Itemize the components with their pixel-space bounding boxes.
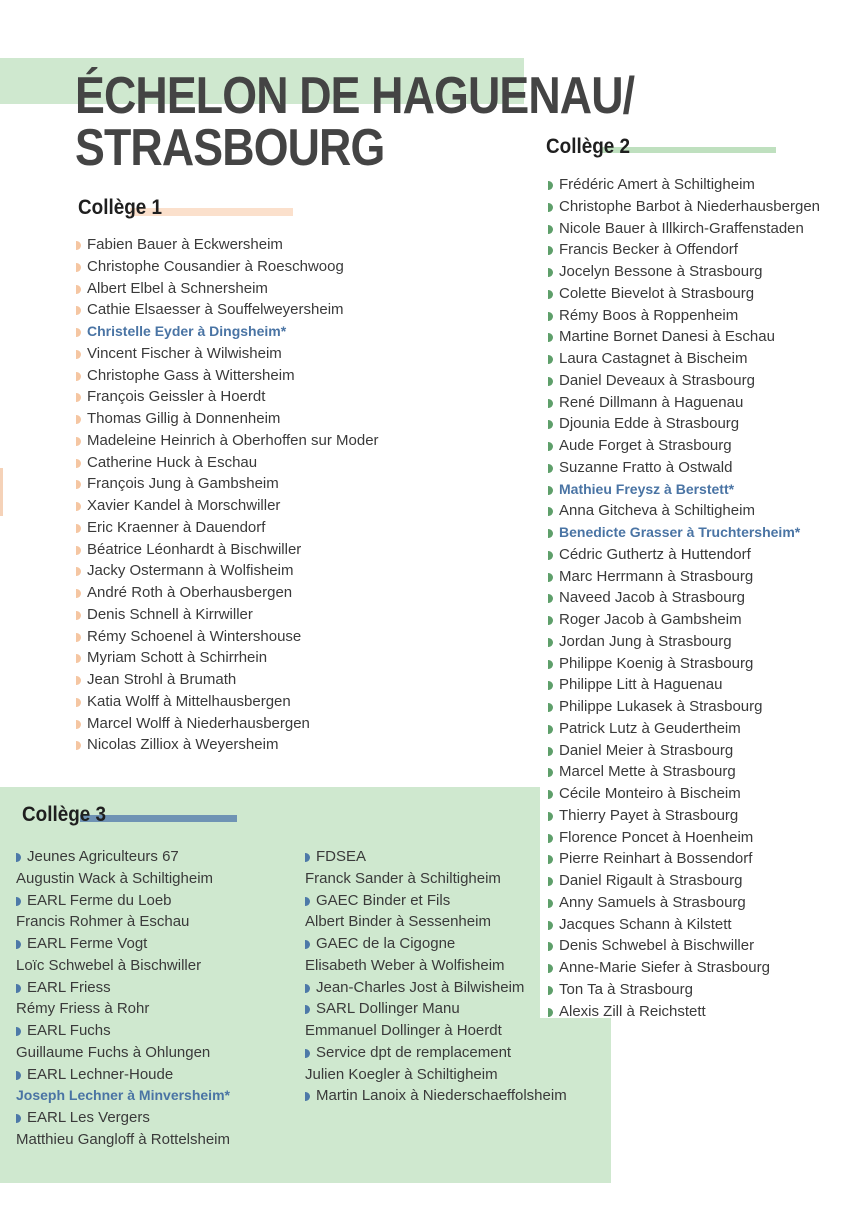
bullet-icon	[548, 399, 553, 408]
list-item	[305, 911, 567, 933]
list-item-label: Albert Elbel à Schnersheim	[87, 279, 268, 297]
list-item-label: Jean Strohl à Brumath	[87, 671, 237, 688]
list-item-label: Patrick Lutz à Geudertheim	[559, 719, 741, 737]
bullet-icon	[548, 638, 553, 647]
list-item-label: Marcel Mette à Strasbourg	[559, 763, 736, 781]
bullet-icon	[305, 1005, 310, 1014]
bullet-icon	[548, 812, 553, 821]
list-item	[76, 713, 379, 735]
bullet-icon	[76, 676, 81, 685]
list-item	[548, 631, 820, 653]
list-item	[76, 278, 379, 300]
list-item-label: Christophe Gass à Wittersheim	[87, 366, 295, 384]
list-item	[76, 582, 379, 604]
list-item-label: Loïc Schwebel à Bischwiller	[16, 956, 202, 974]
list-item-label: Frédéric Amert à Schiltigheim	[559, 176, 755, 193]
list-item-label: Joseph Lechner à Minversheim*	[16, 1087, 230, 1104]
list-item	[548, 457, 820, 479]
list-item-label: Daniel Rigault à Strasbourg	[559, 872, 743, 889]
bullet-icon	[548, 355, 553, 364]
list-item	[76, 386, 379, 408]
list-item-label: Fabien Bauer à Eckwersheim	[87, 236, 283, 253]
list-item	[76, 691, 379, 713]
bullet-icon	[76, 241, 81, 250]
list-item-label: Jacques Schann à Kilstett	[559, 915, 732, 933]
list-item-label: Guillaume Fuchs à Ohlungen	[16, 1043, 211, 1061]
list-item	[548, 587, 820, 609]
list-item-label: Cécile Monteiro à Bischeim	[559, 785, 741, 802]
list-item	[76, 560, 379, 582]
list-item-label: Suzanne Fratto à Ostwald	[559, 458, 733, 476]
list-item	[16, 1107, 230, 1129]
college3-right-list	[305, 846, 567, 1107]
list-item	[305, 1085, 567, 1107]
list-item-label: Aude Forget à Strasbourg	[559, 437, 732, 454]
list-item-label: Benedicte Grasser à Truchtersheim*	[559, 524, 801, 540]
list-item-label: Béatrice Léonhardt à Bischwiller	[87, 540, 302, 558]
bullet-icon	[16, 1071, 21, 1080]
bullet-icon	[16, 1114, 21, 1123]
bullet-icon	[16, 1027, 21, 1036]
list-item	[16, 1042, 230, 1064]
bullet-icon	[76, 415, 81, 424]
list-item	[76, 234, 379, 256]
list-item-label: Eric Kraenner à Dauendorf	[87, 518, 266, 536]
list-item	[548, 870, 820, 892]
list-item	[76, 299, 379, 321]
list-item-label: Vincent Fischer à Wilwisheim	[87, 344, 282, 362]
list-item-label: Rémy Schoenel à Wintershouse	[87, 627, 302, 645]
list-item	[305, 1042, 567, 1064]
list-item	[16, 977, 230, 999]
list-item	[305, 933, 567, 955]
bullet-icon	[76, 480, 81, 489]
college1-heading: Collège 1	[78, 196, 163, 219]
list-item	[548, 305, 820, 327]
list-item	[76, 321, 379, 343]
list-item	[548, 848, 820, 870]
bullet-icon	[548, 529, 553, 538]
bullet-icon	[548, 703, 553, 712]
bullet-icon	[548, 681, 553, 690]
list-item-label: Philippe Koenig à Strasbourg	[559, 654, 754, 672]
list-item-label: SARL Dollinger Manu	[316, 1000, 460, 1018]
list-item-label: Matthieu Gangloff à Rottelsheim	[16, 1130, 231, 1148]
bullet-icon	[76, 633, 81, 642]
list-item	[548, 196, 820, 218]
list-item-label: Colette Bievelot à Strasbourg	[559, 284, 755, 302]
bullet-icon	[76, 393, 81, 402]
bullet-icon	[548, 747, 553, 756]
bullet-icon	[76, 741, 81, 750]
bullet-icon	[76, 524, 81, 533]
list-item	[16, 933, 230, 955]
list-item-label: FDSEA	[316, 848, 367, 865]
list-item-label: GAEC de la Cigogne	[316, 935, 456, 952]
list-item	[16, 1129, 230, 1151]
bullet-icon	[548, 660, 553, 669]
list-item	[16, 868, 230, 890]
college3-left-list	[16, 846, 230, 1151]
list-item-label: Elisabeth Weber à Wolfisheim	[305, 956, 505, 974]
list-item	[76, 734, 379, 756]
bullet-icon	[548, 768, 553, 777]
list-item	[548, 348, 820, 370]
list-item-label: Martine Bornet Danesi à Eschau	[559, 328, 775, 346]
list-item	[76, 517, 379, 539]
list-item	[76, 626, 379, 648]
list-item-label: Daniel Meier à Strasbourg	[559, 741, 734, 759]
list-item-label: Daniel Deveaux à Strasbourg	[559, 371, 755, 389]
list-item-label: Augustin Wack à Schiltigheim	[16, 869, 214, 887]
list-item	[548, 979, 820, 1001]
bullet-icon	[548, 420, 553, 429]
bullet-icon	[548, 203, 553, 212]
list-item	[548, 696, 820, 718]
bullet-icon	[548, 834, 553, 843]
list-item	[76, 343, 379, 365]
list-item	[76, 495, 379, 517]
list-item-label: Emmanuel Dollinger à Hoerdt	[305, 1022, 502, 1039]
bullet-icon	[76, 546, 81, 555]
title-line-2: STRASBOURG	[75, 119, 385, 177]
list-item-label: Naveed Jacob à Strasbourg	[559, 589, 745, 607]
list-item-label: Djounia Edde à Strasbourg	[559, 415, 740, 433]
bullet-icon	[548, 790, 553, 799]
list-item	[548, 370, 820, 392]
list-item	[548, 740, 820, 762]
bullet-icon	[548, 181, 553, 190]
list-item	[548, 479, 820, 501]
list-item-label: EARL Fuchs	[27, 1022, 111, 1039]
list-item-label: Marc Herrmann à Strasbourg	[559, 567, 754, 585]
list-item-label: Pierre Reinhart à Bossendorf	[559, 850, 753, 868]
list-item-label: André Roth à Oberhausbergen	[87, 584, 293, 601]
list-item-label: Thierry Payet à Strasbourg	[559, 806, 739, 824]
list-item-label: Marcel Wolff à Niederhausbergen	[87, 714, 310, 732]
list-item-label: Alexis Zill à Reichstett	[559, 1002, 706, 1020]
list-item	[76, 604, 379, 626]
bullet-icon	[76, 437, 81, 446]
bullet-icon	[76, 611, 81, 620]
bullet-icon	[548, 246, 553, 255]
list-item	[548, 718, 820, 740]
list-item	[76, 473, 379, 495]
list-item	[548, 827, 820, 849]
list-item-label: Myriam Schott à Schirrhein	[87, 649, 268, 667]
list-item-label: Jacky Ostermann à Wolfisheim	[87, 562, 294, 580]
list-item-label: Francis Rohmer à Eschau	[16, 913, 190, 931]
list-item	[548, 413, 820, 435]
bullet-icon	[548, 725, 553, 734]
list-item	[548, 326, 820, 348]
bullet-icon	[76, 350, 81, 359]
list-item	[76, 452, 379, 474]
list-item-label: EARL Lechner-Houde	[27, 1065, 174, 1083]
bullet-icon	[76, 285, 81, 294]
bullet-icon	[548, 333, 553, 342]
list-item	[16, 998, 230, 1020]
list-item	[548, 392, 820, 414]
list-item	[16, 846, 230, 868]
list-item-label: Philippe Lukasek à Strasbourg	[559, 698, 763, 715]
bullet-icon	[548, 594, 553, 603]
bullet-icon	[305, 984, 310, 993]
list-item-label: Ton Ta à Strasbourg	[559, 980, 693, 998]
list-item	[16, 1064, 230, 1086]
list-item-label: Philippe Litt à Haguenau	[559, 676, 723, 694]
list-item-label: Julien Koegler à Schiltigheim	[305, 1065, 498, 1083]
bullet-icon	[548, 486, 553, 495]
list-item	[548, 435, 820, 457]
list-item-label: EARL Les Vergers	[27, 1109, 150, 1126]
list-item-label: Nicolas Zilliox à Weyersheim	[87, 736, 279, 754]
list-item	[16, 1085, 230, 1107]
list-item-label: Jeunes Agriculteurs 67	[27, 848, 179, 865]
list-item	[548, 566, 820, 588]
list-item	[305, 846, 567, 868]
list-item	[548, 174, 820, 196]
college3-heading: Collège 3	[22, 803, 107, 826]
bullet-icon	[76, 502, 81, 511]
list-item	[548, 522, 820, 544]
list-item-label: Rémy Friess à Rohr	[16, 1000, 150, 1018]
bullet-icon	[76, 698, 81, 707]
list-item-label: Anny Samuels à Strasbourg	[559, 893, 746, 911]
list-item-label: Christophe Barbot à Niederhausbergen	[559, 197, 820, 215]
list-item-label: Cédric Guthertz à Huttendorf	[559, 545, 751, 563]
list-item	[76, 647, 379, 669]
list-item	[16, 890, 230, 912]
list-item-label: Mathieu Freysz à Berstett*	[559, 480, 735, 497]
bullet-icon	[548, 268, 553, 277]
list-item-label: GAEC Binder et Fils	[316, 891, 451, 909]
list-item-label: Jocelyn Bessone à Strasbourg	[559, 263, 763, 280]
list-item	[305, 868, 567, 890]
bullet-icon	[305, 940, 310, 949]
college2-list	[548, 174, 820, 1022]
list-item	[548, 609, 820, 631]
bullet-icon	[305, 853, 310, 862]
bullet-icon	[305, 1049, 310, 1058]
list-item	[548, 218, 820, 240]
college2-heading: Collège 2	[546, 135, 631, 158]
bullet-icon	[305, 1092, 310, 1101]
bullet-icon	[16, 940, 21, 949]
list-item	[548, 674, 820, 696]
bullet-icon	[548, 464, 553, 473]
list-item-label: Anne-Marie Siefer à Strasbourg	[559, 959, 770, 976]
list-item	[305, 1064, 567, 1086]
list-item	[16, 911, 230, 933]
list-item	[548, 239, 820, 261]
bullet-icon	[76, 459, 81, 468]
bullet-icon	[16, 853, 21, 862]
bullet-icon	[548, 290, 553, 299]
bullet-icon	[548, 377, 553, 386]
bullet-icon	[305, 897, 310, 906]
list-item-label: François Jung à Gambsheim	[87, 475, 279, 493]
list-item	[305, 977, 567, 999]
list-item	[548, 935, 820, 957]
bullet-icon	[76, 263, 81, 272]
list-item-label: Roger Jacob à Gambsheim	[559, 611, 742, 628]
list-item-label: Albert Binder à Sessenheim	[305, 913, 491, 931]
college1-list	[76, 234, 379, 756]
bullet-icon	[548, 507, 553, 516]
bullet-icon	[76, 720, 81, 729]
bullet-icon	[548, 312, 553, 321]
bullet-icon	[76, 306, 81, 315]
list-item-label: Service dpt de remplacement	[316, 1043, 512, 1061]
left-edge-mark	[0, 468, 3, 516]
list-item	[548, 261, 820, 283]
list-item-label: Laura Castagnet à Bischeim	[559, 350, 748, 367]
bullet-icon	[76, 328, 81, 337]
bullet-icon	[548, 442, 553, 451]
list-item	[76, 430, 379, 452]
list-item-label: Franck Sander à Schiltigheim	[305, 869, 501, 887]
list-item	[548, 914, 820, 936]
list-item	[548, 283, 820, 305]
list-item	[76, 256, 379, 278]
list-item	[16, 955, 230, 977]
bullet-icon	[16, 984, 21, 993]
list-item	[548, 805, 820, 827]
bullet-icon	[76, 567, 81, 576]
list-item-label: Cathie Elsaesser à Souffelweyersheim	[87, 301, 344, 319]
bullet-icon	[16, 897, 21, 906]
list-item	[305, 955, 567, 977]
bullet-icon	[76, 589, 81, 598]
list-item-label: EARL Friess	[27, 978, 111, 996]
list-item-label: Xavier Kandel à Morschwiller	[87, 497, 281, 514]
list-item	[16, 1020, 230, 1042]
list-item-label: EARL Ferme du Loeb	[27, 891, 172, 909]
list-item	[305, 998, 567, 1020]
list-item	[305, 1020, 567, 1042]
list-item-label: Jean-Charles Jost à Bilwisheim	[316, 978, 525, 996]
list-item	[548, 783, 820, 805]
title-line-1: ÉCHELON DE HAGUENAU/	[75, 67, 635, 125]
list-item	[548, 500, 820, 522]
list-item-label: Denis Schwebel à Bischwiller	[559, 937, 755, 955]
list-item-label: Martin Lanoix à Niederschaeffolsheim	[316, 1087, 567, 1105]
list-item-label: Katia Wolff à Mittelhausbergen	[87, 692, 291, 710]
list-item-label: Madeleine Heinrich à Oberhoffen sur Moder	[87, 431, 379, 449]
list-item-label: Catherine Huck à Eschau	[87, 453, 258, 471]
list-item-label: Florence Poncet à Hoenheim	[559, 828, 754, 846]
list-item-label: René Dillmann à Haguenau	[559, 393, 744, 411]
list-item-label: Jordan Jung à Strasbourg	[559, 632, 732, 650]
list-item	[548, 1001, 820, 1023]
list-item	[305, 890, 567, 912]
list-item	[548, 957, 820, 979]
bullet-icon	[548, 573, 553, 582]
list-item-label: Christelle Eyder à Dingsheim*	[87, 323, 287, 339]
list-item-label: Christophe Cousandier à Roeschwoog	[87, 257, 344, 275]
list-item	[76, 539, 379, 561]
list-item	[548, 761, 820, 783]
list-item-label: François Geissler à Hoerdt	[87, 388, 266, 406]
list-item	[76, 365, 379, 387]
list-item	[76, 669, 379, 691]
list-item-label: Nicole Bauer à Illkirch-Graffenstaden	[559, 219, 804, 237]
bullet-icon	[548, 551, 553, 560]
bullet-icon	[76, 372, 81, 381]
list-item	[548, 544, 820, 566]
list-item-label: Anna Gitcheva à Schiltigheim	[559, 502, 755, 520]
list-item-label: Thomas Gillig à Donnenheim	[87, 410, 281, 427]
list-item-label: EARL Ferme Vogt	[27, 935, 148, 952]
list-item-label: Denis Schnell à Kirrwiller	[87, 605, 253, 623]
list-item	[548, 892, 820, 914]
list-item-label: Rémy Boos à Roppenheim	[559, 306, 739, 324]
list-item	[76, 408, 379, 430]
list-item	[548, 653, 820, 675]
bullet-icon	[548, 225, 553, 234]
list-item-label: Francis Becker à Offendorf	[559, 241, 738, 259]
bullet-icon	[76, 654, 81, 663]
bullet-icon	[548, 616, 553, 625]
